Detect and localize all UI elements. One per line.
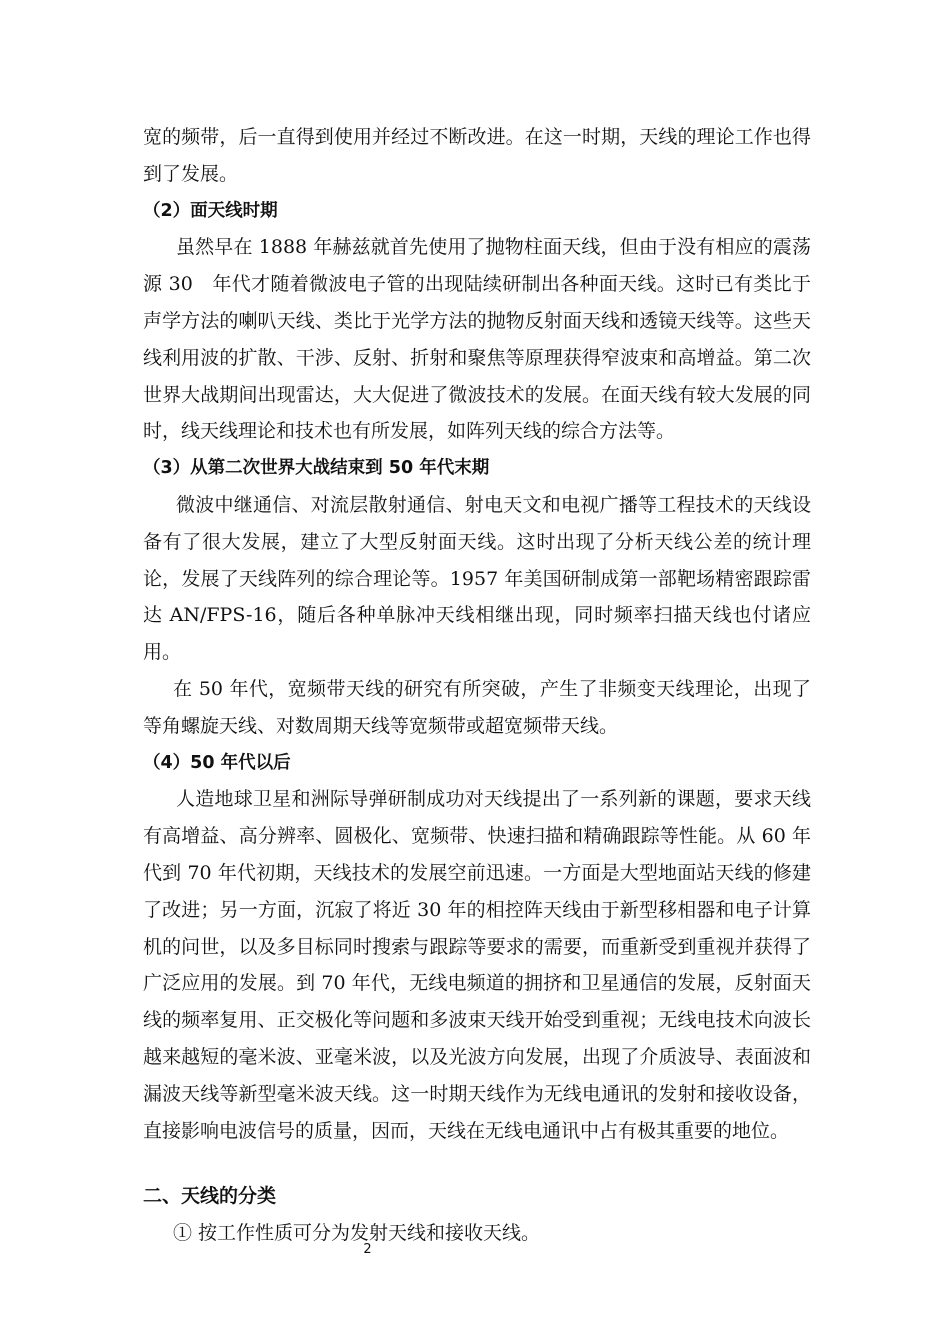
paragraph: 人造地球卫星和洲际导弹研制成功对天线提出了一系列新的课题，要求天线有高增益、高分辨率、圆极化、宽频带、快速扫描和精确跟踪等性能。从 60 年代到 70 年代初期，天线技术的发展空前迅速。一方面是大型地面站天线的修建了改进；另一方面，沉寂了将近 30 年的相控阵天线由于新型移相器和电子计算机的问世，以及多目标同时搜索与跟踪等要求的需要，而重新受到重视并获得了广泛应用的发展。到 70 年代，无线电频道的拥挤和卫星通信的发展，反射面天线的频率复用、正交极化等问题和多波束天线开始受到重视；无线电技术向波长越来越短的毫米波、亚毫米波，以及光波方向发展，出现了介质波导、表面波和漏波天线等新型毫米波天线。这一时期天线作为无线电通讯的发射和接收设备，直接影响电波信号的质量，因而，天线在无线电通讯中占有极其重要的地位。 (143, 788, 811, 1142)
subsection-heading: （4）50 年代以后 (143, 752, 291, 773)
subsection-heading: （2）面天线时期 (143, 200, 278, 221)
paragraph: 虽然早在 1888 年赫兹就首先使用了抛物柱面天线，但由于没有相应的震荡源 30 年代才随着微波电子管的出现陆续研制出各种面天线。这时已有类比于声学方法的喇叭天线、类比于光学方法的抛物反射面天线和透镜天线等。这些天线利用波的扩散、干涉、反射、折射和聚焦等原理获得窄波束和高增益。第二次世界大战期间出现雷达，大大促进了微波技术的发展。在面天线有较大发展的同时，线天线理论和技术也有所发展，如阵列天线的综合方法等。 (143, 236, 811, 443)
paragraph: 微波中继通信、对流层散射通信、射电天文和电视广播等工程技术的天线设备有了很大发展，建立了大型反射面天线。这时出现了分析天线公差的统计理论，发展了天线阵列的综合理论等。1957 年美国研制成第一部靶场精密跟踪雷达 AN/FPS-16，随后各种单脉冲天线相继出现，同时频率扫描天线也付诸应用。 (143, 493, 811, 664)
page-number: 2 (363, 1242, 372, 1257)
paragraph: 宽的频带，后一直得到使用并经过不断改进。在这一时期，天线的理论工作也得到了发展。 (143, 126, 811, 185)
subsection-heading: （3）从第二次世界大战结束到 50 年代末期 (143, 458, 490, 479)
paragraph: 在 50 年代，宽频带天线的研究有所突破，产生了非频变天线理论，出现了等角螺旋天线、对数周期天线等宽频带或超宽频带天线。 (143, 677, 811, 737)
section-heading: 二、天线的分类 (143, 1185, 277, 1208)
page-body (143, 119, 811, 1252)
list-item: ① 按工作性质可分为发射天线和接收天线。 (173, 1222, 541, 1245)
